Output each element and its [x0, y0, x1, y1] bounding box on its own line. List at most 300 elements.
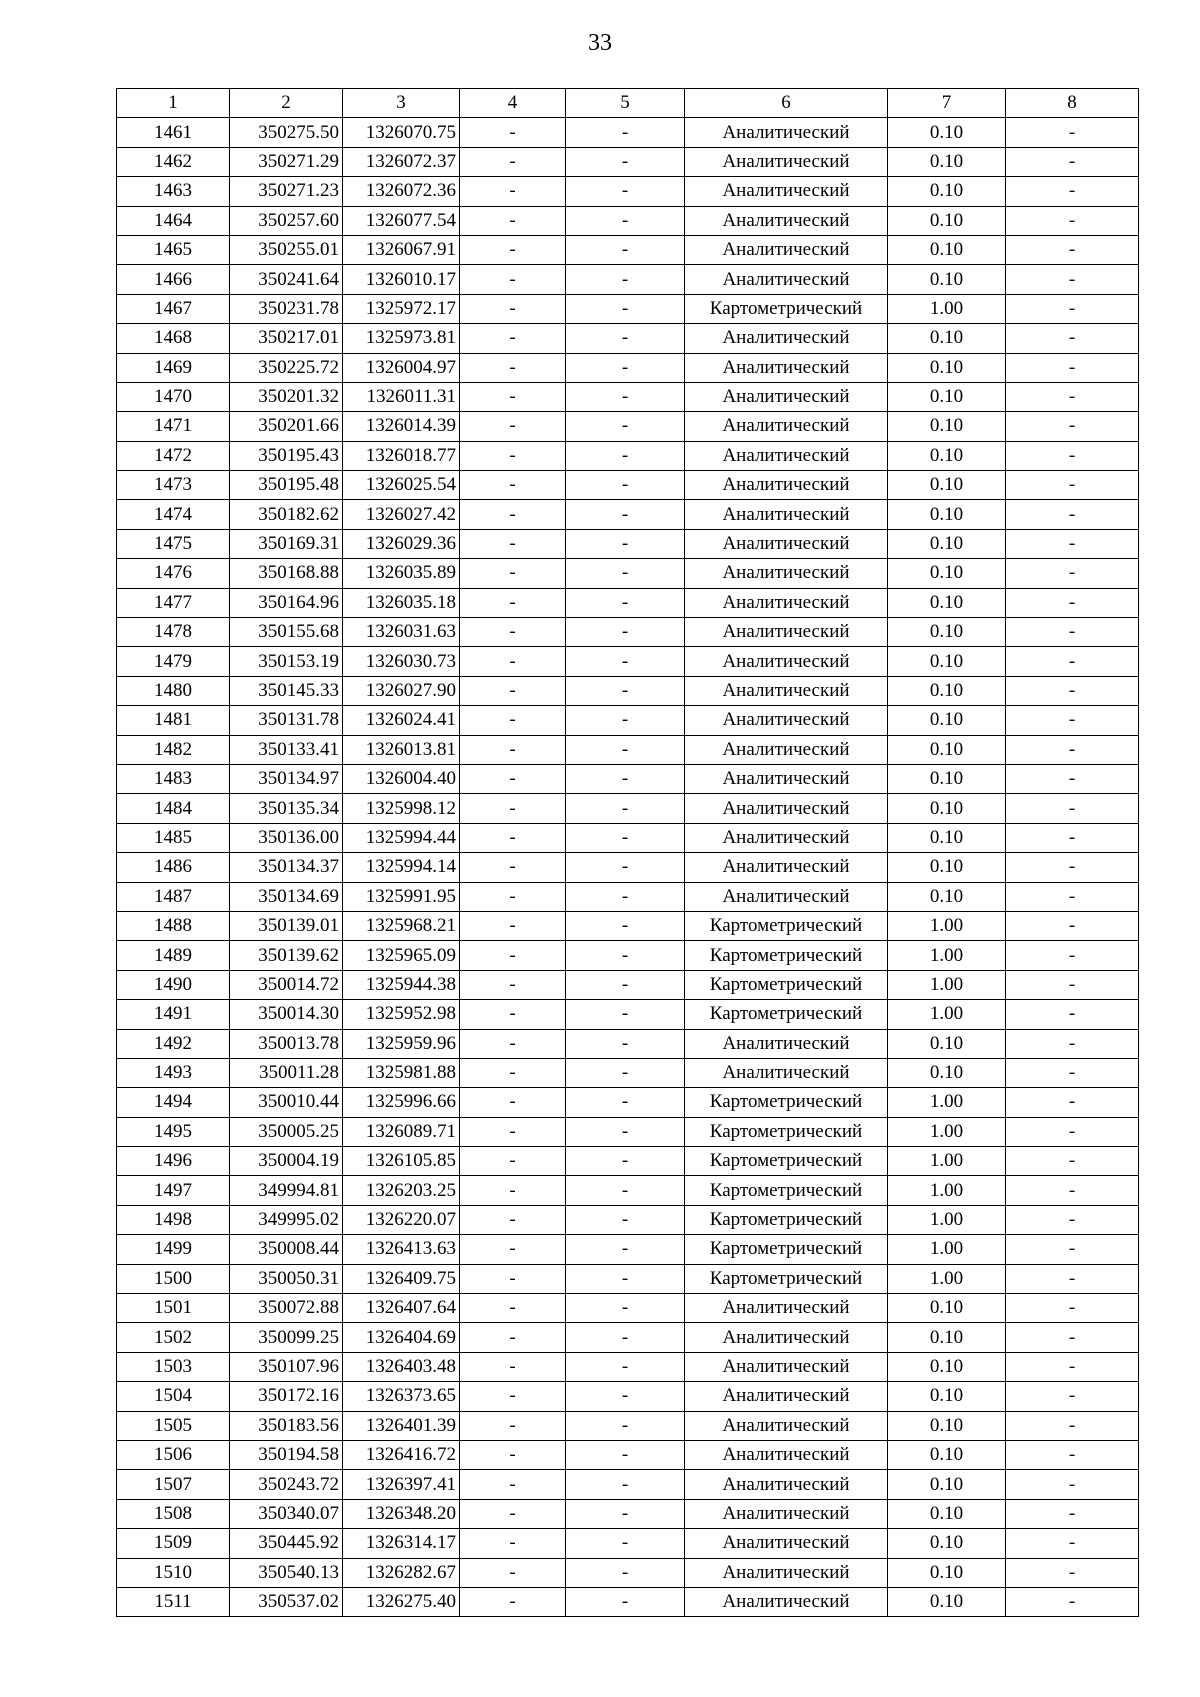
- point-number-cell: 1462: [117, 147, 230, 176]
- table-row: [117, 177, 1139, 206]
- table-row: [117, 1205, 1139, 1234]
- accuracy-cell: 1.00: [888, 941, 1006, 970]
- column-5-cell: -: [566, 1352, 685, 1381]
- method-cell: Аналитический: [685, 706, 888, 735]
- point-number-cell: 1493: [117, 1058, 230, 1087]
- accuracy-cell: 0.10: [888, 1029, 1006, 1058]
- column-8-cell: -: [1006, 441, 1139, 470]
- x-coordinate-cell: 350011.28: [230, 1058, 343, 1087]
- column-5-cell: -: [566, 1000, 685, 1029]
- y-coordinate-cell: 1326409.75: [343, 1264, 460, 1293]
- point-number-cell: 1508: [117, 1499, 230, 1528]
- y-coordinate-cell: 1326004.97: [343, 353, 460, 382]
- method-cell: Аналитический: [685, 1382, 888, 1411]
- column-8-cell: -: [1006, 676, 1139, 705]
- column-4-cell: -: [460, 1176, 566, 1205]
- point-number-cell: 1473: [117, 471, 230, 500]
- x-coordinate-cell: 350004.19: [230, 1147, 343, 1176]
- column-4-cell: -: [460, 1235, 566, 1264]
- column-5-cell: -: [566, 911, 685, 940]
- y-coordinate-cell: 1326029.36: [343, 529, 460, 558]
- table-row: [117, 794, 1139, 823]
- accuracy-cell: 0.10: [888, 235, 1006, 264]
- x-coordinate-cell: 350134.69: [230, 882, 343, 911]
- point-number-cell: 1465: [117, 235, 230, 264]
- method-cell: Аналитический: [685, 324, 888, 353]
- accuracy-cell: 1.00: [888, 1147, 1006, 1176]
- x-coordinate-cell: 350243.72: [230, 1470, 343, 1499]
- column-8-cell: -: [1006, 970, 1139, 999]
- point-number-cell: 1507: [117, 1470, 230, 1499]
- column-4-cell: -: [460, 1058, 566, 1087]
- accuracy-cell: 0.10: [888, 353, 1006, 382]
- accuracy-cell: 0.10: [888, 647, 1006, 676]
- point-number-cell: 1466: [117, 265, 230, 294]
- x-coordinate-cell: 350172.16: [230, 1382, 343, 1411]
- accuracy-cell: 0.10: [888, 823, 1006, 852]
- column-8-cell: -: [1006, 147, 1139, 176]
- column-8-cell: -: [1006, 324, 1139, 353]
- column-4-cell: -: [460, 441, 566, 470]
- table-row: [117, 1323, 1139, 1352]
- x-coordinate-cell: 350133.41: [230, 735, 343, 764]
- point-number-cell: 1463: [117, 177, 230, 206]
- column-4-cell: -: [460, 1029, 566, 1058]
- accuracy-cell: 1.00: [888, 1117, 1006, 1146]
- method-cell: Картометрический: [685, 1117, 888, 1146]
- column-5-cell: -: [566, 853, 685, 882]
- accuracy-cell: 0.10: [888, 1352, 1006, 1381]
- table-row: [117, 1147, 1139, 1176]
- column-5-cell: -: [566, 118, 685, 147]
- x-coordinate-cell: 350168.88: [230, 559, 343, 588]
- column-5-cell: -: [566, 294, 685, 323]
- point-number-cell: 1509: [117, 1529, 230, 1558]
- column-4-cell: -: [460, 559, 566, 588]
- table-row: [117, 559, 1139, 588]
- y-coordinate-cell: 1326407.64: [343, 1294, 460, 1323]
- table-row: [117, 1470, 1139, 1499]
- point-number-cell: 1484: [117, 794, 230, 823]
- column-4-cell: -: [460, 647, 566, 676]
- table-row: [117, 823, 1139, 852]
- method-cell: Картометрический: [685, 1264, 888, 1293]
- method-cell: Картометрический: [685, 970, 888, 999]
- table-header-row: [117, 89, 1139, 118]
- column-4-cell: -: [460, 1558, 566, 1587]
- table-row: [117, 1029, 1139, 1058]
- x-coordinate-cell: 350145.33: [230, 676, 343, 705]
- y-coordinate-cell: 1325994.14: [343, 853, 460, 882]
- table-row: [117, 676, 1139, 705]
- point-number-cell: 1494: [117, 1088, 230, 1117]
- column-8-cell: -: [1006, 1411, 1139, 1440]
- y-coordinate-cell: 1326004.40: [343, 764, 460, 793]
- column-8-cell: -: [1006, 735, 1139, 764]
- column-4-cell: -: [460, 706, 566, 735]
- table-row: [117, 853, 1139, 882]
- x-coordinate-cell: 350183.56: [230, 1411, 343, 1440]
- accuracy-cell: 0.10: [888, 559, 1006, 588]
- column-8-cell: -: [1006, 1558, 1139, 1587]
- table-row: [117, 882, 1139, 911]
- accuracy-cell: 0.10: [888, 706, 1006, 735]
- column-5-cell: -: [566, 618, 685, 647]
- x-coordinate-cell: 350153.19: [230, 647, 343, 676]
- column-5-cell: -: [566, 706, 685, 735]
- column-5-cell: -: [566, 1088, 685, 1117]
- table-row: [117, 1264, 1139, 1293]
- x-coordinate-cell: 350540.13: [230, 1558, 343, 1587]
- y-coordinate-cell: 1326027.90: [343, 676, 460, 705]
- column-4-cell: -: [460, 1352, 566, 1381]
- column-8-cell: -: [1006, 265, 1139, 294]
- column-4-cell: -: [460, 471, 566, 500]
- column-4-cell: -: [460, 941, 566, 970]
- method-cell: Аналитический: [685, 882, 888, 911]
- y-coordinate-cell: 1326275.40: [343, 1587, 460, 1616]
- x-coordinate-cell: 350005.25: [230, 1117, 343, 1146]
- column-5-cell: -: [566, 235, 685, 264]
- table-row: [117, 941, 1139, 970]
- column-4-cell: -: [460, 1411, 566, 1440]
- y-coordinate-cell: 1326105.85: [343, 1147, 460, 1176]
- method-cell: Аналитический: [685, 853, 888, 882]
- accuracy-cell: 0.10: [888, 1323, 1006, 1352]
- point-number-cell: 1504: [117, 1382, 230, 1411]
- x-coordinate-cell: 350271.29: [230, 147, 343, 176]
- method-cell: Аналитический: [685, 1470, 888, 1499]
- y-coordinate-cell: 1326416.72: [343, 1440, 460, 1469]
- point-number-cell: 1464: [117, 206, 230, 235]
- y-coordinate-cell: 1326072.36: [343, 177, 460, 206]
- column-header: 4: [460, 89, 566, 118]
- x-coordinate-cell: 350257.60: [230, 206, 343, 235]
- column-4-cell: -: [460, 853, 566, 882]
- column-5-cell: -: [566, 823, 685, 852]
- x-coordinate-cell: 350169.31: [230, 529, 343, 558]
- x-coordinate-cell: 350139.01: [230, 911, 343, 940]
- x-coordinate-cell: 350134.37: [230, 853, 343, 882]
- point-number-cell: 1506: [117, 1440, 230, 1469]
- table-row: [117, 147, 1139, 176]
- column-4-cell: -: [460, 294, 566, 323]
- column-4-cell: -: [460, 1323, 566, 1352]
- method-cell: Картометрический: [685, 1205, 888, 1234]
- accuracy-cell: 1.00: [888, 1264, 1006, 1293]
- accuracy-cell: 0.10: [888, 1558, 1006, 1587]
- column-8-cell: -: [1006, 1029, 1139, 1058]
- y-coordinate-cell: 1325998.12: [343, 794, 460, 823]
- column-8-cell: -: [1006, 941, 1139, 970]
- x-coordinate-cell: 350195.43: [230, 441, 343, 470]
- accuracy-cell: 1.00: [888, 294, 1006, 323]
- y-coordinate-cell: 1326024.41: [343, 706, 460, 735]
- method-cell: Картометрический: [685, 1000, 888, 1029]
- y-coordinate-cell: 1326397.41: [343, 1470, 460, 1499]
- table-row: [117, 265, 1139, 294]
- method-cell: Аналитический: [685, 353, 888, 382]
- y-coordinate-cell: 1326072.37: [343, 147, 460, 176]
- x-coordinate-cell: 350164.96: [230, 588, 343, 617]
- method-cell: Картометрический: [685, 911, 888, 940]
- coordinates-table: [116, 88, 1139, 1617]
- column-8-cell: -: [1006, 1382, 1139, 1411]
- table-row: [117, 1440, 1139, 1469]
- method-cell: Аналитический: [685, 471, 888, 500]
- x-coordinate-cell: 350013.78: [230, 1029, 343, 1058]
- table-row: [117, 1558, 1139, 1587]
- method-cell: Аналитический: [685, 1558, 888, 1587]
- method-cell: Аналитический: [685, 265, 888, 294]
- column-4-cell: -: [460, 1499, 566, 1528]
- column-5-cell: -: [566, 1470, 685, 1499]
- point-number-cell: 1511: [117, 1587, 230, 1616]
- column-4-cell: -: [460, 412, 566, 441]
- y-coordinate-cell: 1325981.88: [343, 1058, 460, 1087]
- column-8-cell: -: [1006, 1147, 1139, 1176]
- column-8-cell: -: [1006, 294, 1139, 323]
- y-coordinate-cell: 1326035.89: [343, 559, 460, 588]
- column-8-cell: -: [1006, 1176, 1139, 1205]
- method-cell: Аналитический: [685, 1323, 888, 1352]
- column-4-cell: -: [460, 324, 566, 353]
- method-cell: Аналитический: [685, 735, 888, 764]
- point-number-cell: 1471: [117, 412, 230, 441]
- column-header: 8: [1006, 89, 1139, 118]
- column-8-cell: -: [1006, 1000, 1139, 1029]
- column-8-cell: -: [1006, 118, 1139, 147]
- point-number-cell: 1485: [117, 823, 230, 852]
- table-row: [117, 1352, 1139, 1381]
- y-coordinate-cell: 1326025.54: [343, 471, 460, 500]
- column-8-cell: -: [1006, 559, 1139, 588]
- table-row: [117, 1235, 1139, 1264]
- point-number-cell: 1497: [117, 1176, 230, 1205]
- x-coordinate-cell: 350008.44: [230, 1235, 343, 1264]
- accuracy-cell: 0.10: [888, 1499, 1006, 1528]
- column-4-cell: -: [460, 1117, 566, 1146]
- x-coordinate-cell: 350445.92: [230, 1529, 343, 1558]
- x-coordinate-cell: 350099.25: [230, 1323, 343, 1352]
- table-row: [117, 294, 1139, 323]
- point-number-cell: 1499: [117, 1235, 230, 1264]
- column-4-cell: -: [460, 235, 566, 264]
- y-coordinate-cell: 1326089.71: [343, 1117, 460, 1146]
- x-coordinate-cell: 350182.62: [230, 500, 343, 529]
- table-row: [117, 1058, 1139, 1087]
- table-row: [117, 1176, 1139, 1205]
- column-5-cell: -: [566, 265, 685, 294]
- column-4-cell: -: [460, 1088, 566, 1117]
- column-5-cell: -: [566, 764, 685, 793]
- x-coordinate-cell: 350010.44: [230, 1088, 343, 1117]
- column-4-cell: -: [460, 382, 566, 411]
- column-4-cell: -: [460, 794, 566, 823]
- y-coordinate-cell: 1325994.44: [343, 823, 460, 852]
- column-8-cell: -: [1006, 647, 1139, 676]
- point-number-cell: 1501: [117, 1294, 230, 1323]
- method-cell: Аналитический: [685, 559, 888, 588]
- accuracy-cell: 0.10: [888, 1470, 1006, 1499]
- table-row: [117, 970, 1139, 999]
- x-coordinate-cell: 350201.66: [230, 412, 343, 441]
- column-8-cell: -: [1006, 1499, 1139, 1528]
- column-5-cell: -: [566, 529, 685, 558]
- column-8-cell: -: [1006, 1352, 1139, 1381]
- point-number-cell: 1487: [117, 882, 230, 911]
- point-number-cell: 1490: [117, 970, 230, 999]
- table-row: [117, 647, 1139, 676]
- table-row: [117, 911, 1139, 940]
- y-coordinate-cell: 1326314.17: [343, 1529, 460, 1558]
- method-cell: Аналитический: [685, 235, 888, 264]
- column-8-cell: -: [1006, 1088, 1139, 1117]
- column-header: 7: [888, 89, 1006, 118]
- column-8-cell: -: [1006, 500, 1139, 529]
- column-4-cell: -: [460, 1205, 566, 1234]
- column-4-cell: -: [460, 147, 566, 176]
- table-row: [117, 618, 1139, 647]
- column-5-cell: -: [566, 147, 685, 176]
- y-coordinate-cell: 1325944.38: [343, 970, 460, 999]
- method-cell: Аналитический: [685, 823, 888, 852]
- point-number-cell: 1500: [117, 1264, 230, 1293]
- accuracy-cell: 0.10: [888, 412, 1006, 441]
- column-5-cell: -: [566, 1529, 685, 1558]
- point-number-cell: 1476: [117, 559, 230, 588]
- accuracy-cell: 0.10: [888, 1382, 1006, 1411]
- method-cell: Аналитический: [685, 1529, 888, 1558]
- column-5-cell: -: [566, 588, 685, 617]
- column-4-cell: -: [460, 1440, 566, 1469]
- accuracy-cell: 0.10: [888, 206, 1006, 235]
- column-5-cell: -: [566, 441, 685, 470]
- point-number-cell: 1474: [117, 500, 230, 529]
- y-coordinate-cell: 1326067.91: [343, 235, 460, 264]
- y-coordinate-cell: 1325973.81: [343, 324, 460, 353]
- accuracy-cell: 1.00: [888, 1235, 1006, 1264]
- point-number-cell: 1472: [117, 441, 230, 470]
- point-number-cell: 1491: [117, 1000, 230, 1029]
- method-cell: Аналитический: [685, 1587, 888, 1616]
- column-8-cell: -: [1006, 706, 1139, 735]
- column-5-cell: -: [566, 1411, 685, 1440]
- accuracy-cell: 1.00: [888, 970, 1006, 999]
- table-body: [117, 118, 1139, 1617]
- page-number: 33: [588, 30, 612, 56]
- method-cell: Аналитический: [685, 647, 888, 676]
- column-4-cell: -: [460, 500, 566, 529]
- point-number-cell: 1498: [117, 1205, 230, 1234]
- column-5-cell: -: [566, 324, 685, 353]
- method-cell: Аналитический: [685, 1499, 888, 1528]
- point-number-cell: 1495: [117, 1117, 230, 1146]
- point-number-cell: 1502: [117, 1323, 230, 1352]
- column-5-cell: -: [566, 353, 685, 382]
- column-8-cell: -: [1006, 206, 1139, 235]
- method-cell: Аналитический: [685, 177, 888, 206]
- column-4-cell: -: [460, 1264, 566, 1293]
- column-8-cell: -: [1006, 794, 1139, 823]
- y-coordinate-cell: 1326070.75: [343, 118, 460, 147]
- column-5-cell: -: [566, 1058, 685, 1087]
- x-coordinate-cell: 350135.34: [230, 794, 343, 823]
- point-number-cell: 1510: [117, 1558, 230, 1587]
- column-4-cell: -: [460, 1294, 566, 1323]
- column-5-cell: -: [566, 1440, 685, 1469]
- table-row: [117, 735, 1139, 764]
- column-8-cell: -: [1006, 1205, 1139, 1234]
- column-8-cell: -: [1006, 471, 1139, 500]
- y-coordinate-cell: 1326220.07: [343, 1205, 460, 1234]
- column-8-cell: -: [1006, 911, 1139, 940]
- point-number-cell: 1470: [117, 382, 230, 411]
- column-5-cell: -: [566, 735, 685, 764]
- table-row: [117, 471, 1139, 500]
- column-5-cell: -: [566, 1176, 685, 1205]
- column-8-cell: -: [1006, 1323, 1139, 1352]
- accuracy-cell: 0.10: [888, 441, 1006, 470]
- x-coordinate-cell: 350271.23: [230, 177, 343, 206]
- method-cell: Картометрический: [685, 941, 888, 970]
- column-5-cell: -: [566, 882, 685, 911]
- x-coordinate-cell: 350139.62: [230, 941, 343, 970]
- point-number-cell: 1469: [117, 353, 230, 382]
- accuracy-cell: 0.10: [888, 1529, 1006, 1558]
- x-coordinate-cell: 350217.01: [230, 324, 343, 353]
- y-coordinate-cell: 1326203.25: [343, 1176, 460, 1205]
- y-coordinate-cell: 1326348.20: [343, 1499, 460, 1528]
- y-coordinate-cell: 1325972.17: [343, 294, 460, 323]
- y-coordinate-cell: 1326282.67: [343, 1558, 460, 1587]
- column-8-cell: -: [1006, 353, 1139, 382]
- column-4-cell: -: [460, 676, 566, 705]
- table-row: [117, 1587, 1139, 1616]
- method-cell: Аналитический: [685, 500, 888, 529]
- accuracy-cell: 1.00: [888, 911, 1006, 940]
- y-coordinate-cell: 1326077.54: [343, 206, 460, 235]
- method-cell: Аналитический: [685, 529, 888, 558]
- column-5-cell: -: [566, 1558, 685, 1587]
- column-8-cell: -: [1006, 588, 1139, 617]
- column-5-cell: -: [566, 1499, 685, 1528]
- column-4-cell: -: [460, 588, 566, 617]
- accuracy-cell: 0.10: [888, 735, 1006, 764]
- y-coordinate-cell: 1326401.39: [343, 1411, 460, 1440]
- x-coordinate-cell: 350107.96: [230, 1352, 343, 1381]
- table-row: [117, 412, 1139, 441]
- column-4-cell: -: [460, 1382, 566, 1411]
- table-row: [117, 706, 1139, 735]
- column-4-cell: -: [460, 618, 566, 647]
- table-row: [117, 500, 1139, 529]
- table-row: [117, 588, 1139, 617]
- table-row: [117, 1382, 1139, 1411]
- point-number-cell: 1467: [117, 294, 230, 323]
- y-coordinate-cell: 1326035.18: [343, 588, 460, 617]
- point-number-cell: 1503: [117, 1352, 230, 1381]
- column-header: 2: [230, 89, 343, 118]
- point-number-cell: 1505: [117, 1411, 230, 1440]
- x-coordinate-cell: 350131.78: [230, 706, 343, 735]
- x-coordinate-cell: 350136.00: [230, 823, 343, 852]
- column-4-cell: -: [460, 118, 566, 147]
- column-4-cell: -: [460, 1147, 566, 1176]
- point-number-cell: 1496: [117, 1147, 230, 1176]
- x-coordinate-cell: 350255.01: [230, 235, 343, 264]
- accuracy-cell: 1.00: [888, 1088, 1006, 1117]
